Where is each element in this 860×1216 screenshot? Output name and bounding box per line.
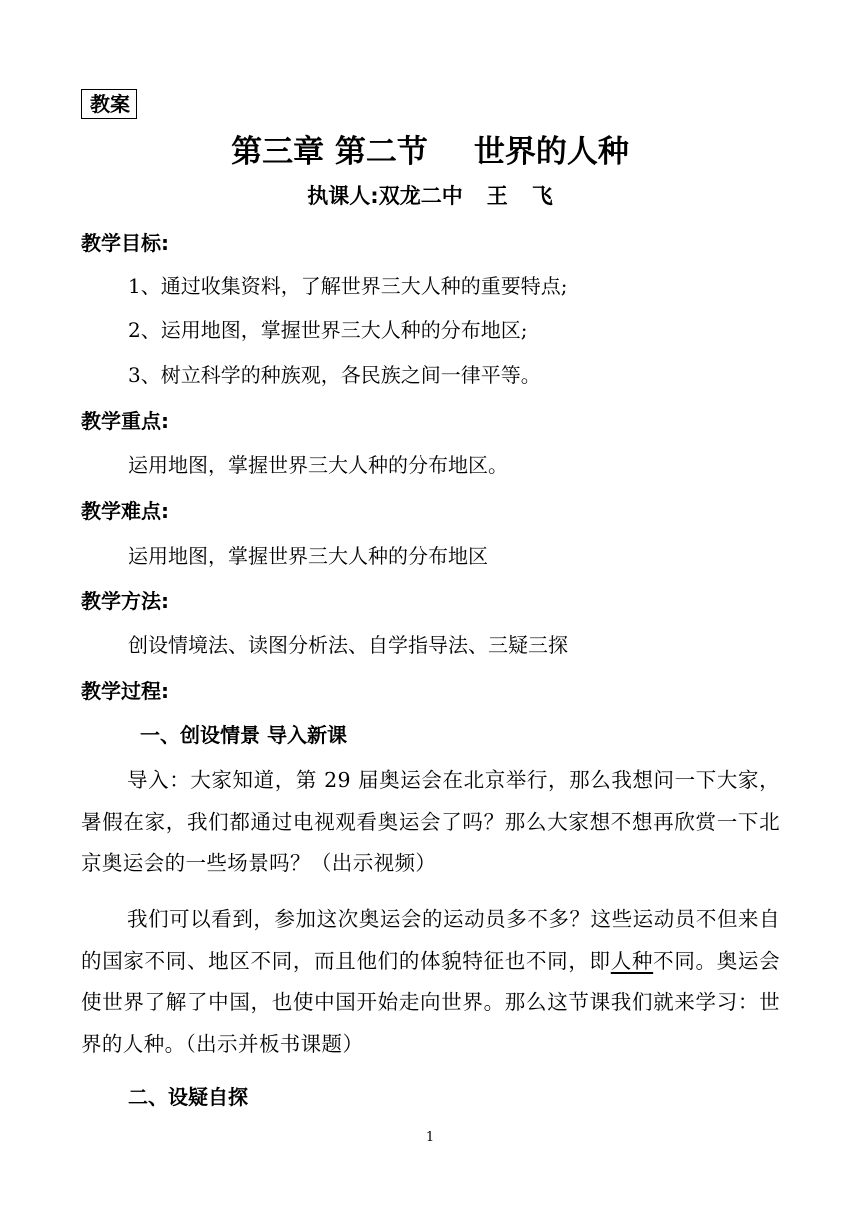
objective-item-1: 1、通过收集资料，了解世界三大人种的重要特点; xyxy=(128,274,568,298)
page-title xyxy=(0,130,860,174)
intro-paragraph: 导入：大家知道，第 29 届奥运会在北京举行，那么我想问一下大家，暑假在家，我们都通过电视观看奥运会了吗？那么大家想不想再欣赏一下北京奥运会的一些场景吗？（出示视频） xyxy=(81,768,780,875)
process-heading: 教学过程: xyxy=(81,679,169,703)
discussion-paragraph: 我们可以看到，参加这次奥运会的运动员多不多？这些运动员不但来自的国家不同、地区不同，而且他们的体貌特征也不同，即人种不同。奥运会使世界了解了中国，也使中国开始走向世界。那么这节课我们就来学习：世界的人种。（出示并板书课题） xyxy=(81,907,780,1056)
page-number: 1 xyxy=(425,1130,435,1145)
title-topic: 世界的人种 xyxy=(473,134,629,170)
key-points-heading: 教学重点: xyxy=(81,409,169,433)
difficulties-text: 运用地图，掌握世界三大人种的分布地区 xyxy=(128,544,488,568)
byline xyxy=(0,180,860,212)
doc-type-tag: 教案 xyxy=(81,89,137,119)
underlined-term: 人种 xyxy=(610,948,654,973)
process-section-2: 二、设疑自探 xyxy=(128,1085,248,1109)
byline-prefix: 执课人:双龙二中 xyxy=(307,184,463,208)
objective-item-3: 3、树立科学的种族观，各民族之间一律平等。 xyxy=(128,363,541,387)
difficulties-heading: 教学难点: xyxy=(81,499,169,523)
title-chapter: 第三章 第二节 xyxy=(231,134,428,170)
process-section-1: 一、创设情景 导入新课 xyxy=(140,723,347,747)
methods-heading: 教学方法: xyxy=(81,589,169,613)
byline-name-2: 飞 xyxy=(531,184,553,208)
methods-text: 创设情境法、读图分析法、自学指导法、三疑三探 xyxy=(128,633,568,657)
objective-item-2: 2、运用地图，掌握世界三大人种的分布地区; xyxy=(128,318,528,342)
objectives-heading: 教学目标: xyxy=(81,231,169,255)
byline-name-1: 王 xyxy=(486,184,508,208)
key-points-text: 运用地图，掌握世界三大人种的分布地区。 xyxy=(128,453,508,477)
